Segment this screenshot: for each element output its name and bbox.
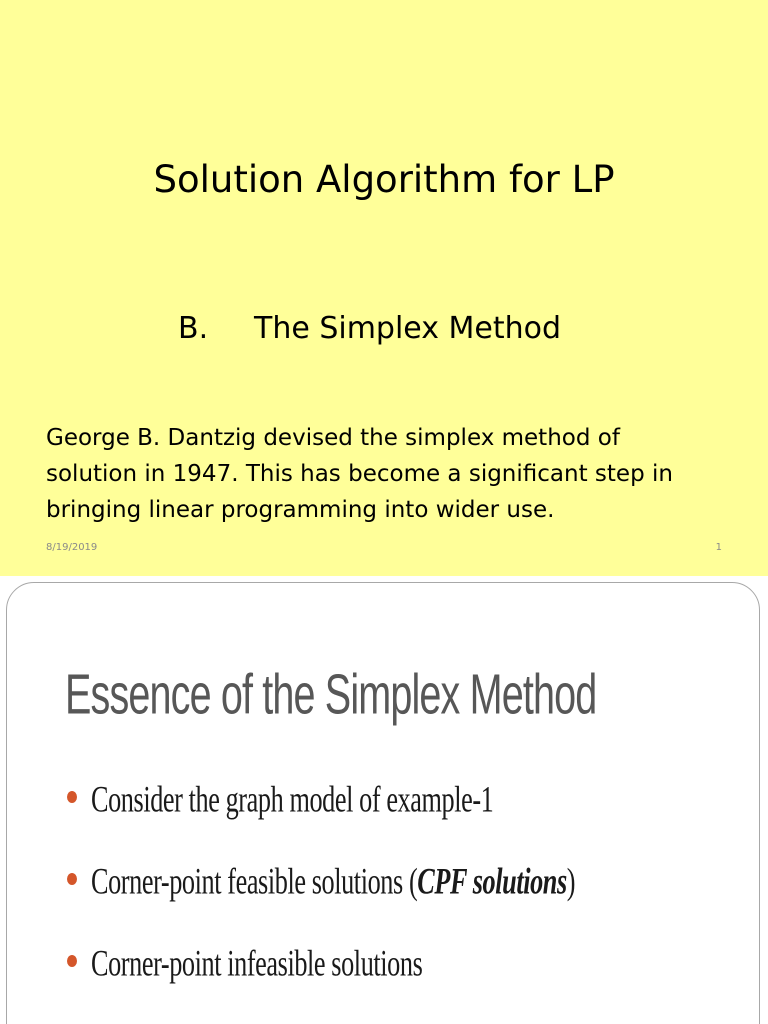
bullet-text: Corner-point feasible solutions (CPF solutions) [91,860,576,902]
bullet-dot-icon [67,955,77,967]
slide-2 [6,582,760,1024]
bullet-text: Corner-point infeasible solutions [91,942,423,984]
body-line: bringing linear programming into wider use. [46,497,555,523]
bullet-emphasis: CPF solutions [417,860,567,902]
bullet-dot-icon [67,873,77,885]
slide-date: 8/19/2019 [46,542,98,553]
body-line: George B. Dantzig devised the simplex method of [46,425,620,451]
subtitle-marker: B. [178,311,209,346]
slide-page-number: 1 [715,542,722,553]
subtitle-text: The Simplex Method [254,311,562,346]
bullet-text: Consider the graph model of example-1 [91,778,494,820]
slide-body-text [46,420,736,528]
slide-subtitle [178,308,561,350]
bullet-dot-icon [67,791,77,803]
body-line: solution in 1947. This has become a significant step in [46,461,673,487]
slide-title: Solution Algorithm for LP [153,158,615,201]
slide-title: Essence of the Simplex Method [65,662,597,726]
